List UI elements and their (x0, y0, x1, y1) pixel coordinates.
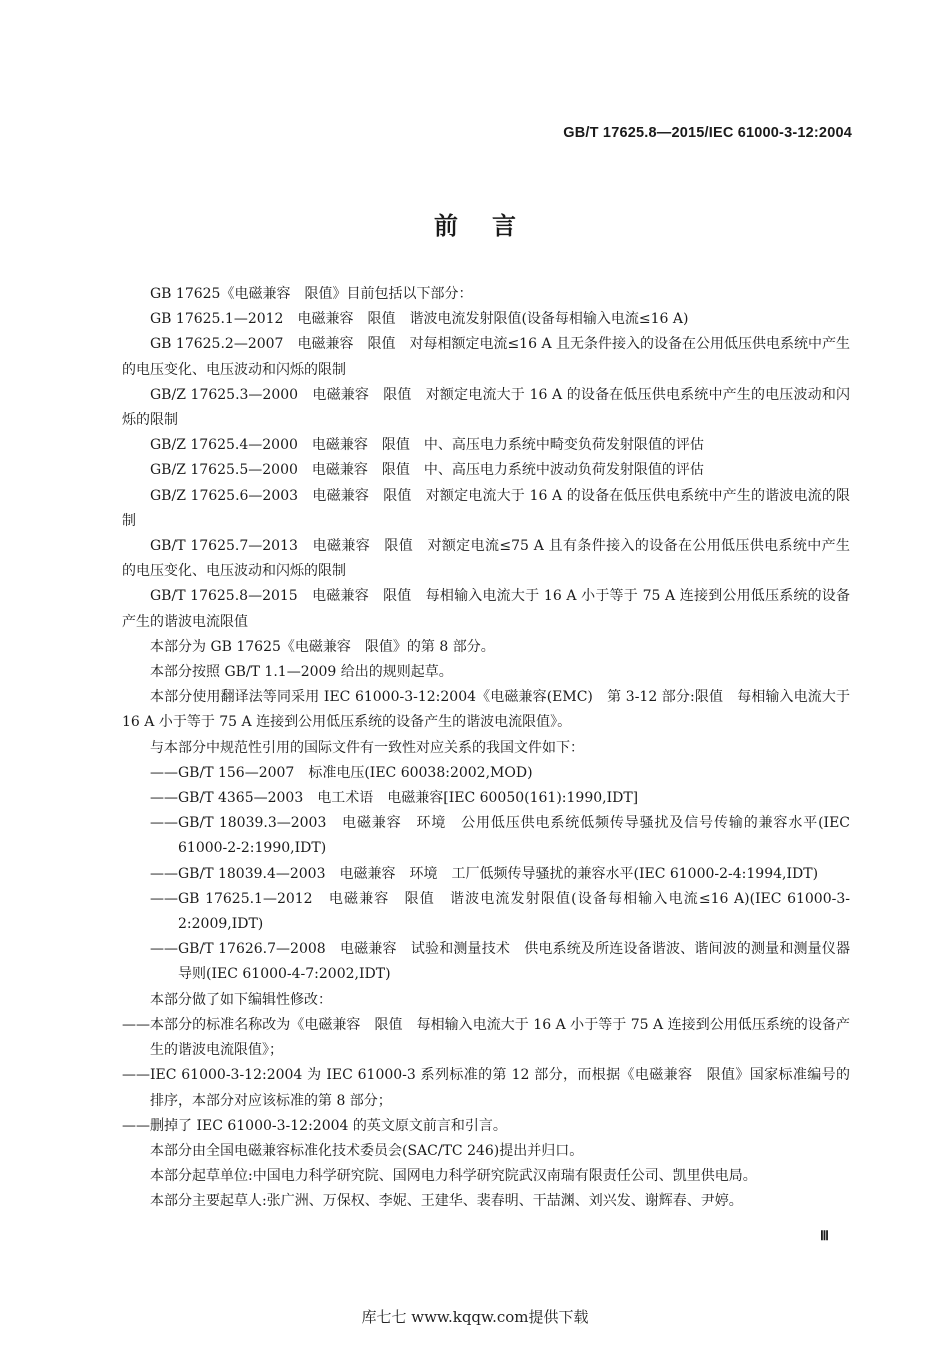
paragraph: GB/Z 17625.6—2003 电磁兼容 限值 对额定电流大于 16 A 的设备在低压供电系统中产生的谐波电流的限制 (122, 487, 850, 529)
paragraph: GB/T 17625.8—2015 电磁兼容 限值 每相输入电流大于 16 A 小于等于 75 A 连接到公用低压系统的设备产生的谐波电流限值 (122, 588, 850, 630)
standard-code: GB/T 17625.8—2015/IEC 61000-3-12:2004 (563, 125, 852, 141)
paragraph: GB/T 17625.7—2013 电磁兼容 限值 对额定电流≤75 A 且有条件接入的设备在公用低压供电系统中产生的电压变化、电压波动和闪烁的限制 (122, 538, 850, 580)
page-number: Ⅲ (820, 1228, 829, 1243)
paragraph: GB 17625.2—2007 电磁兼容 限值 对每相额定电流≤16 A 且无条件接入的设备在公用低压供电系统中产生的电压变化、电压波动和闪烁的限制 (122, 336, 850, 378)
download-footer: 库七七 www.kqqw.com提供下载 (361, 1308, 589, 1326)
edit-item: ——本部分的标准名称改为《电磁兼容 限值 每相输入电流大于 16 A 小于等于 75 A 连接到公用低压系统的设备产生的谐波电流限值》； (122, 1016, 850, 1059)
page-title: 前言 (434, 212, 550, 240)
reference-item: ——GB/T 18039.4—2003 电磁兼容 环境 工厂低频传导骚扰的兼容水平(IEC 61000-2-4:1994,IDT) (150, 865, 819, 882)
paragraph: 本部分为 GB 17625《电磁兼容 限值》的第 8 部分。 (150, 638, 495, 655)
edit-intro: 本部分做了如下编辑性修改： (150, 991, 332, 1008)
edit-item: ——IEC 61000-3-12:2004 为 IEC 61000-3 系列标准的第 12 部分，而根据《电磁兼容 限值》国家标准编号的排序，本部分对应该标准的第 8 部分； (122, 1067, 850, 1109)
reference-item: ——GB 17625.1—2012 电磁兼容 限值 谐波电流发射限值(设备每相输入电流≤16 A)(IEC 61000-3-2:2009,IDT) (150, 890, 850, 933)
paragraph: 与本部分中规范性引用的国际文件有一致性对应关系的我国文件如下： (150, 739, 584, 756)
paragraph: GB/Z 17625.5—2000 电磁兼容 限值 中、高压电力系统中波动负荷发射限值的评估 (150, 462, 704, 479)
paragraph: GB/Z 17625.4—2000 电磁兼容 限值 中、高压电力系统中畸变负荷发射限值的评估 (150, 437, 704, 454)
reference-item: ——GB/T 18039.3—2003 电磁兼容 环境 公用低压供电系统低频传导骚扰及信号传输的兼容水平(IEC 61000-2-2:1990,IDT) (150, 815, 850, 857)
edit-item: ——删掉了 IEC 61000-3-12:2004 的英文原文前言和引言。 (122, 1117, 507, 1134)
reference-item: ——GB/T 17626.7—2008 电磁兼容 试验和测量技术 供电系统及所连设备谐波、谐间波的测量和测量仪器导则(IEC 61000-4-7:2002,IDT) (150, 941, 850, 983)
reference-item: ——GB/T 4365—2003 电工术语 电磁兼容[IEC 60050(161):1990,IDT] (150, 790, 639, 807)
paragraph: 本部分使用翻译法等同采用 IEC 61000-3-12:2004《电磁兼容(EMC) 第 3-12 部分:限值 每相输入电流大于 16 A 小于等于 75 A 连接到公用低压系统的设备产生的谐波电流限值》。 (122, 689, 850, 731)
closing-paragraph: 本部分主要起草人:张广洲、万保权、李妮、王建华、裴春明、干喆渊、刘兴发、谢辉春、尹婷。 (150, 1193, 743, 1210)
closing-paragraph: 本部分由全国电磁兼容标准化技术委员会(SAC/TC 246)提出并归口。 (150, 1142, 584, 1159)
paragraph: GB 17625.1—2012 电磁兼容 限值 谐波电流发射限值(设备每相输入电流≤16 A) (150, 311, 689, 328)
closing-paragraph: 本部分起草单位:中国电力科学研究院、国网电力科学研究院武汉南瑞有限责任公司、凯里供电局。 (150, 1168, 757, 1185)
preface-body (122, 282, 850, 1215)
paragraph: GB/Z 17625.3—2000 电磁兼容 限值 对额定电流大于 16 A 的设备在低压供电系统中产生的电压波动和闪烁的限制 (122, 386, 850, 429)
reference-item: ——GB/T 156—2007 标准电压(IEC 60038:2002,MOD) (150, 764, 533, 781)
paragraph: 本部分按照 GB/T 1.1—2009 给出的规则起草。 (150, 664, 453, 681)
paragraph: GB 17625《电磁兼容 限值》目前包括以下部分： (150, 286, 473, 302)
